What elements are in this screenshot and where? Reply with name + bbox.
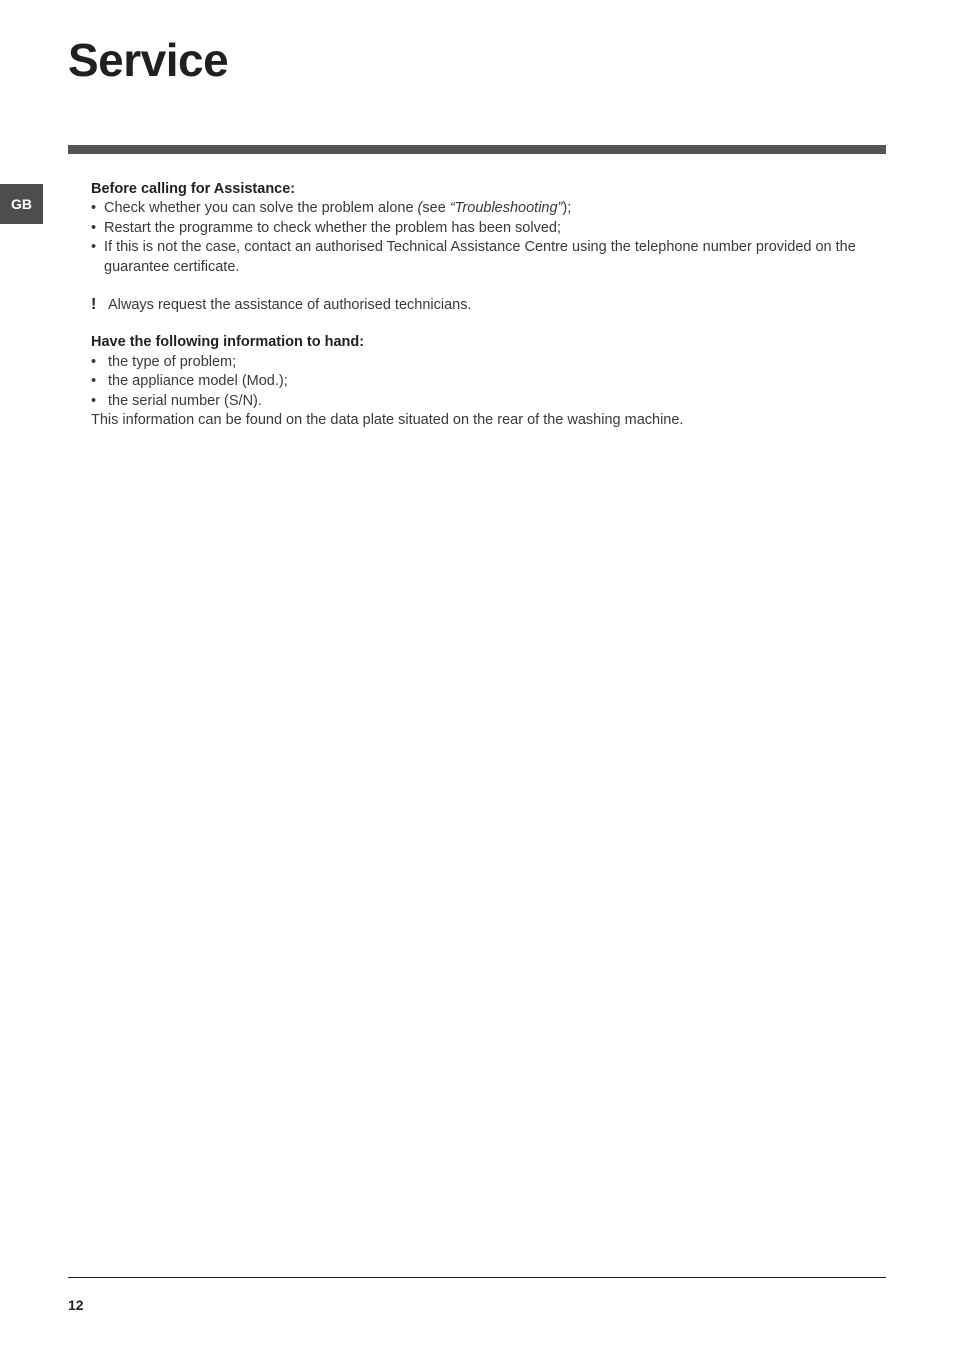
list-item: • If this is not the case, contact an authorised Technical Assistance Centre using the telephone number provided on the guarantee certificate. [91,238,861,277]
before-calling-list [91,199,861,277]
header-divider [68,145,886,154]
information-list [91,353,861,411]
list-item [91,199,861,218]
list-item: • Restart the programme to check whether the problem has been solved; [91,219,861,238]
warning-exclamation-icon: ! [91,296,97,314]
list-item: • the serial number (S/N). [91,392,861,411]
information-footer: This information can be found on the data plate situated on the rear of the washing machine. [91,412,684,429]
language-tab: GB [0,184,43,224]
section-heading-information: Have the following information to hand: [91,334,365,351]
footer-divider [68,1277,886,1278]
information-section [91,333,861,430]
list-item-see: see [422,200,450,217]
service-content [91,180,861,430]
list-item: • the type of problem; [91,353,861,372]
page-number: 12 [68,1297,84,1313]
list-item-close: ); [562,200,572,217]
list-item-paren: ( [417,200,423,217]
troubleshooting-reference: “Troubleshooting” [449,200,563,217]
warning-note [91,296,861,315]
list-item: • the appliance model (Mod.); [91,372,861,391]
warning-text: Always request the assistance of authorised technicians. [108,297,472,314]
section-heading-before-calling: Before calling for Assistance: [91,181,296,197]
page-title: Service [68,34,229,86]
list-item-text: Check whether you can solve the problem alone [104,200,418,217]
